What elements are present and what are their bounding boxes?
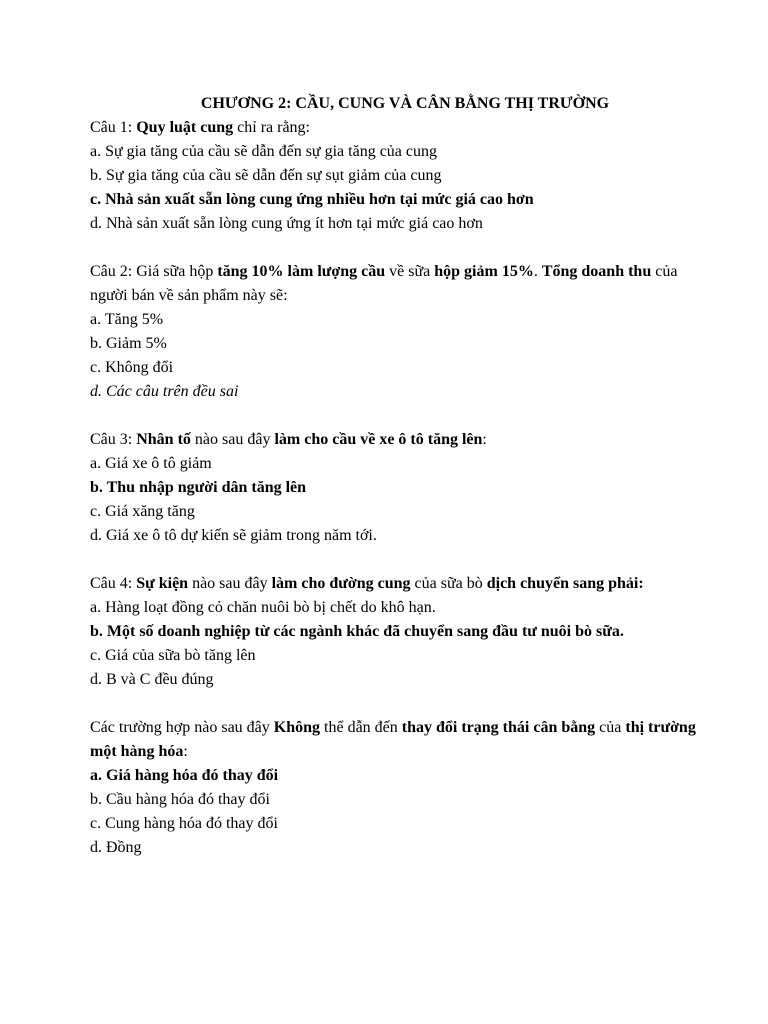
q4-text-3: của sữa bò bbox=[410, 575, 487, 592]
q1-option-a: a. Sự gia tăng của cầu sẽ dẫn đến sự gia tăng của cung bbox=[90, 143, 437, 160]
q2-text-3: . bbox=[533, 263, 542, 280]
q4-bold-2: làm cho đường cung bbox=[271, 575, 411, 592]
q5-option-c: c. Cung hàng hóa đó thay đổi bbox=[90, 815, 278, 832]
q5-text-4: : bbox=[183, 743, 188, 760]
document-page bbox=[90, 92, 700, 884]
q3-option-b: b. Thu nhập người dân tăng lên bbox=[90, 479, 307, 496]
question-2 bbox=[90, 260, 700, 404]
question-4-stem bbox=[90, 572, 700, 596]
q2-bold-1: tăng 10% làm lượng cầu bbox=[217, 263, 386, 280]
question-1-stem bbox=[90, 116, 700, 140]
q3-bold-1: Nhân tố bbox=[136, 431, 191, 448]
q4-option-d: d. B và C đều đúng bbox=[90, 671, 214, 688]
question-5 bbox=[90, 716, 700, 860]
q2-option-a: a. Tăng 5% bbox=[90, 311, 164, 328]
q4-option-b: b. Một số doanh nghiệp từ các ngành khác đã chuyển sang đầu tư nuôi bò sữa. bbox=[90, 623, 624, 640]
question-4 bbox=[90, 572, 700, 692]
q5-option-d: d. Đồng bbox=[90, 839, 142, 856]
q5-bold-2: thay đổi trạng thái cân bằng bbox=[401, 719, 596, 736]
question-2-stem bbox=[90, 260, 700, 308]
q1-suffix: chỉ ra rằng: bbox=[233, 119, 310, 136]
question-5-stem bbox=[90, 716, 700, 764]
q2-text-2: về sữa bbox=[385, 263, 435, 280]
q1-bold-term: Quy luật cung bbox=[136, 119, 234, 136]
q4-option-c: c. Giá của sữa bò tăng lên bbox=[90, 647, 256, 664]
chapter-title: CHƯƠNG 2: CẦU, CUNG VÀ CÂN BẰNG THỊ TRƯỜNG bbox=[200, 95, 610, 112]
q2-bold-3: Tổng doanh thu bbox=[541, 263, 652, 280]
q5-text-2: thể dẫn đến bbox=[320, 719, 402, 736]
q4-text-2: nào sau đây bbox=[188, 575, 272, 592]
q4-bold-1: Sự kiện bbox=[136, 575, 189, 592]
q3-option-c: c. Giá xăng tăng bbox=[90, 503, 195, 520]
q2-text-4: của người bán về sản phẩm này sẽ: bbox=[90, 263, 678, 304]
q3-option-a: a. Giá xe ô tô giảm bbox=[90, 455, 212, 472]
q3-text-3: : bbox=[482, 431, 487, 448]
q2-option-d: d. Các câu trên đều sai bbox=[90, 383, 239, 400]
q1-option-b: b. Sự gia tăng của cầu sẽ dẫn đến sự sụt giảm của cung bbox=[90, 167, 442, 184]
question-3-stem bbox=[90, 428, 700, 452]
q2-text-1: Câu 2: Giá sữa hộp bbox=[90, 263, 218, 280]
q1-option-d: d. Nhà sản xuất sẵn lòng cung ứng ít hơn tại mức giá cao hơn bbox=[90, 215, 483, 232]
q5-option-b: b. Cầu hàng hóa đó thay đổi bbox=[90, 791, 270, 808]
q4-text-1: Câu 4: bbox=[90, 575, 137, 592]
q5-bold-1: Không bbox=[273, 719, 321, 736]
question-3 bbox=[90, 428, 700, 548]
q2-bold-2: hộp giảm 15% bbox=[434, 263, 534, 280]
q3-option-d: d. Giá xe ô tô dự kiến sẽ giảm trong năm tới. bbox=[90, 527, 377, 544]
q5-bold-3: thị trường một hàng hóa bbox=[90, 719, 696, 760]
q1-option-c: c. Nhà sản xuất sẵn lòng cung ứng nhiều hơn tại mức giá cao hơn bbox=[90, 191, 534, 208]
q3-bold-2: làm cho cầu về xe ô tô tăng lên bbox=[274, 431, 483, 448]
q3-text-1: Câu 3: bbox=[90, 431, 137, 448]
question-1 bbox=[90, 116, 700, 236]
q3-text-2: nào sau đây bbox=[190, 431, 275, 448]
q4-option-a: a. Hàng loạt đồng cỏ chăn nuôi bò bị chết do khô hạn. bbox=[90, 599, 436, 616]
q5-text-3: của bbox=[595, 719, 626, 736]
q5-text-1: Các trường hợp nào sau đây bbox=[90, 719, 274, 736]
q4-bold-3: dịch chuyển sang phải: bbox=[486, 575, 644, 592]
q1-prefix: Câu 1: bbox=[90, 119, 137, 136]
q5-option-a: a. Giá hàng hóa đó thay đổi bbox=[90, 767, 279, 784]
q2-option-c: c. Không đổi bbox=[90, 359, 174, 376]
q2-option-b: b. Giảm 5% bbox=[90, 335, 167, 352]
